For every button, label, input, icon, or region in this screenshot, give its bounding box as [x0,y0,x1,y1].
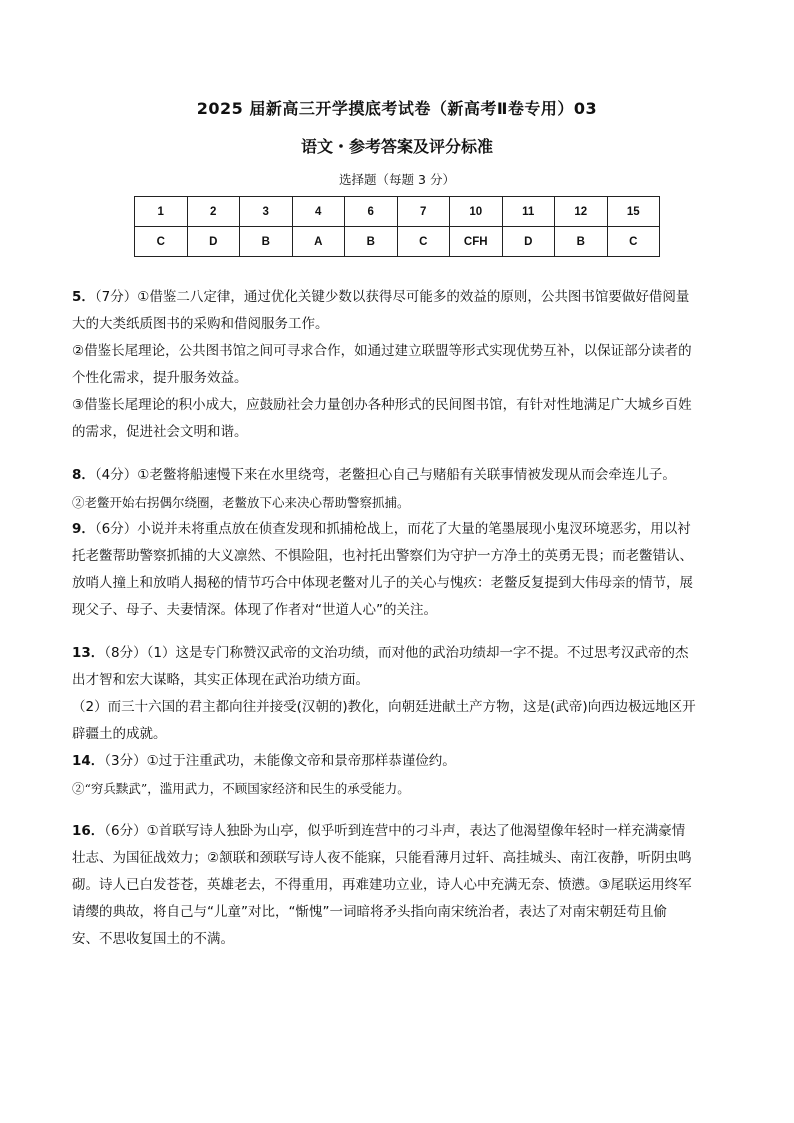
answer-text: （3分）①过于注重武功，未能像文帝和景帝那样恭谨俭约。 [104,753,456,769]
answer-line: 现父子、母子、夫妻情深。体现了作者对“世道人心”的关注。 [72,602,437,618]
question-number-cell: 10 [450,197,503,227]
answer-row [135,227,660,257]
question-number-cell: 12 [555,197,608,227]
answer-section-q5 [72,284,724,446]
answer-text: （8分）（1）这是专门称赞汉武帝的文治功绩，而对他的武治功绩却一字不提。不过思考汉武帝的杰 [104,645,689,661]
answer-cell: C [607,227,660,257]
answer-body [72,284,724,953]
answer-line: ②借鉴长尾理论，公共图书馆之间可寻求合作，如通过建立联盟等形式实现优势互补，以保证部分读者的 [72,343,692,359]
answer-line [72,818,724,845]
answer-section-q8-q9 [72,462,724,624]
question-number: 13． [72,645,105,661]
answer-cell: C [135,227,188,257]
answer-text: （4分）①老鳖将船速慢下来在水里绕弯，老鳖担心自己与赌船有关联事情被发现从而会牵连儿子。 [94,467,676,483]
answer-cell: C [397,227,450,257]
question-number-row [135,197,660,227]
answer-section-q16 [72,818,724,953]
answer-cell: B [240,227,293,257]
answer-line [72,640,724,667]
answer-line: 请缨的典故，将自己与“儿童”对比，“惭愧”一词暗将矛头指向南宋统治者，表达了对南宋朝廷苟且偷 [72,904,667,920]
answer-cell: B [345,227,398,257]
answer-line: 个性化需求，提升服务效益。 [72,370,248,386]
answer-line: ③借鉴长尾理论的积小成大，应鼓励社会力量创办各种形式的民间图书馆，有针对性地满足广大城乡百姓 [72,397,692,413]
question-number: 8． [72,467,95,483]
answer-line: 托老鳖帮助警察抓捕的大义凛然、不惧险阻，也衬托出警察们为守护一方净土的英勇无畏；而老鳖错认、 [72,548,693,564]
answer-line: 砌。诗人已白发苍苍，英雄老去，不得重用，再难建功立业，诗人心中充满无奈、愤懑。③尾联运用终军 [72,877,692,893]
question-number: 5． [72,289,95,305]
answer-cell: D [502,227,555,257]
answer-line [72,516,724,543]
answer-text: （6分）小说并未将重点放在侦查发现和抓捕枪战上，而花了大量的笔墨展现小鬼汊环境恶劣，用以衬 [94,521,691,537]
answer-line: 放哨人撞上和放哨人揭秘的情节巧合中体现老鳖对儿子的关心与愧疚：老鳖反复提到大伟母亲的情节，展 [72,575,693,591]
answer-cell: B [555,227,608,257]
answer-line [72,748,724,775]
answer-line [72,462,724,489]
answer-line: 的需求，促进社会文明和谐。 [72,424,248,440]
answer-line: 出才智和宏大谋略，其实正体现在武治功绩方面。 [72,672,369,688]
answer-line: ②“穷兵黩武”，滥用武力，不顾国家经济和民生的承受能力。 [72,781,410,796]
question-number: 9． [72,521,95,537]
answer-cell: A [292,227,345,257]
question-number-cell: 6 [345,197,398,227]
answer-line [72,284,724,311]
question-number-cell: 11 [502,197,555,227]
question-number-cell: 15 [607,197,660,227]
answer-line: 安、不思收复国土的不满。 [72,931,234,947]
document-title: 2025 届新高三开学摸底考试卷（新高考Ⅱ卷专用）03 [196,99,598,118]
answer-text: （6分）①首联写诗人独卧为山亭，似乎听到连营中的刁斗声，表达了他渴望像年轻时一样充满豪情 [104,823,686,839]
document-subtitle: 语文・参考答案及评分标准 [300,137,493,156]
answer-cell: D [187,227,240,257]
question-number-cell: 3 [240,197,293,227]
answer-line: ②老鳖开始右拐偶尔绕圈，老鳖放下心来决心帮助警察抓捕。 [72,495,410,510]
answer-line: 辟疆土的成就。 [72,726,167,742]
answer-text: （7分）①借鉴二八定律，通过优化关键少数以获得尽可能多的效益的原则，公共图书馆要做好借阅量 [94,289,690,305]
question-number-cell: 7 [397,197,450,227]
question-number-cell: 1 [135,197,188,227]
question-number: 16． [72,823,105,839]
answer-table [134,196,660,257]
question-number-cell: 2 [187,197,240,227]
answer-line: 壮志、为国征战效力；②颔联和颈联写诗人夜不能寐，只能看薄月过轩、高挂城头、南江夜静，听阴虫鸣 [72,850,692,866]
answer-cell: CFH [450,227,503,257]
table-caption: 选择题（每题 3 分） [339,172,455,187]
question-number-cell: 4 [292,197,345,227]
question-number: 14． [72,753,105,769]
answer-line: 大的大类纸质图书的采购和借阅服务工作。 [72,316,329,332]
answer-section-q13-q14 [72,640,724,802]
answer-line: （2）而三十六国的君主都向往并接受(汉朝的)教化，向朝廷进献土产方物，这是(武帝)向西边极远地区开 [72,699,696,715]
